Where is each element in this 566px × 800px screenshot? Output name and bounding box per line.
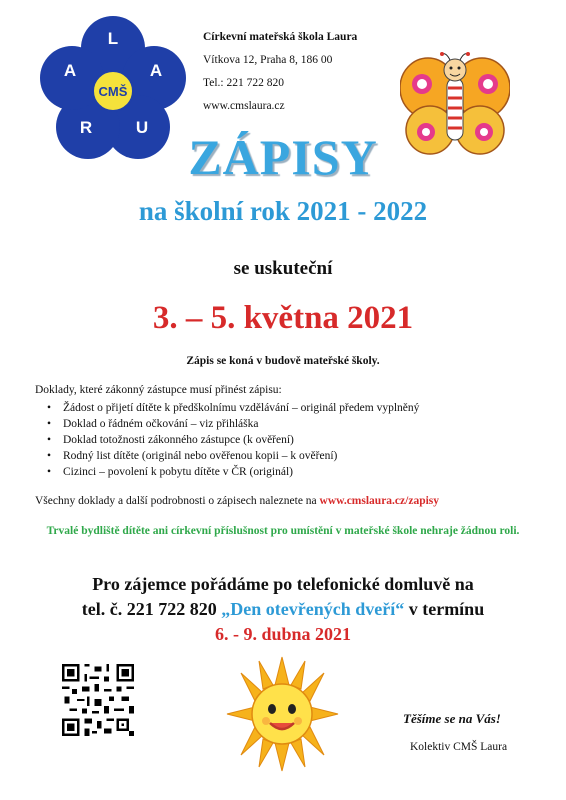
zapisy-link[interactable]: www.cmslaura.cz/zapisy [319,495,440,507]
takes-place-text: se uskuteční [233,258,333,279]
logo-letter: R [79,118,93,137]
school-phone: Tel.: 221 722 820 [203,77,284,89]
logo-letter: A [63,61,77,80]
school-name: Církevní mateřská škola Laura [203,31,358,43]
logo-center-text: CMŠ [98,84,128,99]
team-signature: Kolektiv CMŠ Laura [410,741,508,753]
invite-term: v termínu [404,599,485,619]
enrollment-place: Zápis se koná v budově mateřské školy. [186,355,380,367]
residence-notice: Trvalé bydliště dítěte ani církevní příslušnost pro umístění v mateřské škole nehraje žádnou roli. [46,525,520,537]
logo-letter: A [149,61,163,80]
school-address: Vítkova 12, Praha 8, 186 00 [203,54,333,66]
welcome-text: Těšíme se na Vás! [403,711,501,726]
more-info-text: Všechny doklady a další podrobnosti o zápisech naleznete na [35,495,320,507]
list-item: • Doklad o řádném očkování – viz přihláška [63,416,545,432]
list-item: • Doklad totožnosti zákonného zástupce (k ověření) [63,432,545,448]
invite-line2 [0,597,566,622]
more-info [35,495,555,507]
qr-code-icon[interactable] [62,664,134,736]
documents-section [35,382,545,480]
documents-list [35,400,545,480]
enrollment-dates: 3. – 5. května 2021 [152,300,414,336]
school-header [203,26,357,118]
page-title: ZÁPISY [188,129,378,185]
logo-letter: U [135,118,149,137]
list-item: • Cizinci – povolení k pobytu dítěte v ČR (originál) [63,464,545,480]
open-day-dates: 6. - 9. dubna 2021 [214,624,352,644]
documents-intro: Doklady, které zákonný zástupce musí přinést zápisu: [35,384,282,396]
invite-line1: Pro zájemce pořádáme po telefonické domluvě na [92,574,474,594]
invite-phone: tel. č. 221 722 820 [81,599,222,619]
open-day-name: „Den otevřených dveří“ [221,599,405,619]
school-year-subtitle: na školní rok 2021 - 2022 [138,196,428,226]
open-day-invite [0,572,566,647]
school-web[interactable]: www.cmslaura.cz [203,100,285,112]
list-item: • Rodný list dítěte (originál nebo ověřenou kopii – k ověření) [63,448,545,464]
sun-icon [225,655,340,773]
logo-letter: L [107,29,119,48]
list-item: • Žádost o přijetí dítěte k předškolnímu vzdělávání – originál předem vyplněný [63,400,545,416]
